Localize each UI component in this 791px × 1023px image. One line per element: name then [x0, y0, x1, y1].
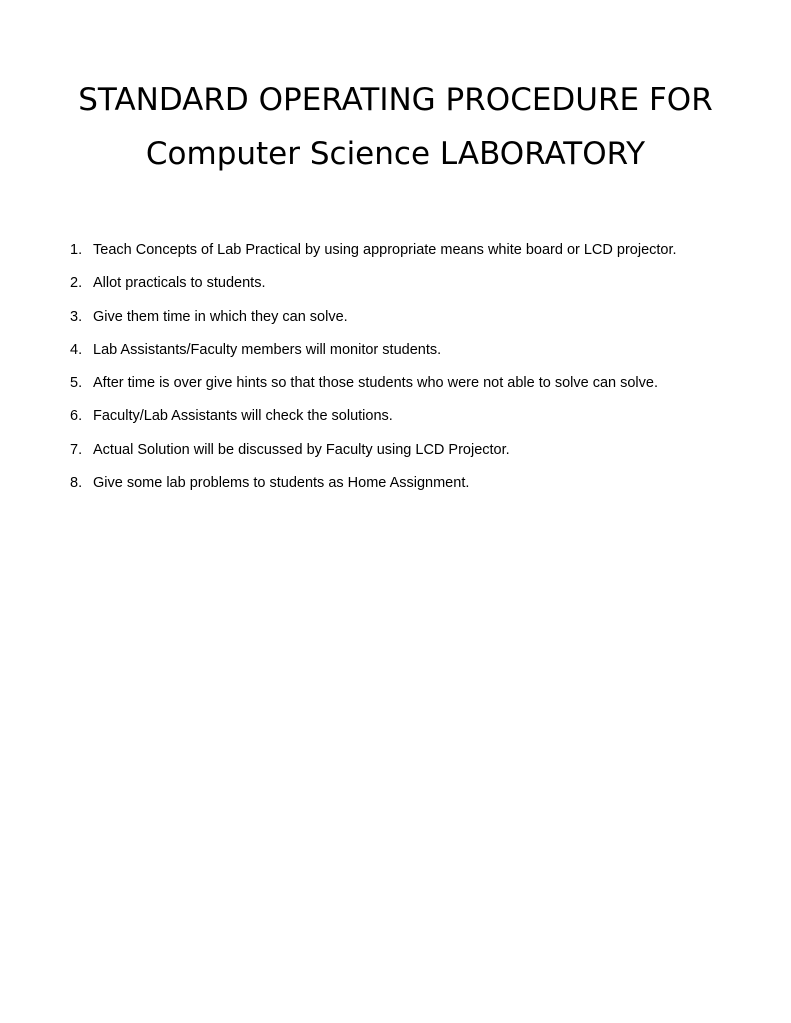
step-text: Actual Solution will be discussed by Faculty using LCD Projector.	[93, 441, 510, 458]
procedure-step-2	[70, 273, 770, 306]
step-number: 2.	[70, 275, 83, 292]
title-line-2: Computer Science LABORATORY	[145, 136, 646, 172]
step-number: 3.	[70, 308, 83, 325]
step-number: 7.	[70, 441, 83, 458]
step-number: 5.	[70, 375, 83, 392]
procedure-step-6	[70, 406, 770, 439]
step-number: 1.	[70, 242, 83, 258]
step-number: 6.	[70, 408, 83, 425]
title-line-1: STANDARD OPERATING PROCEDURE FOR	[78, 82, 713, 118]
procedure-step-3	[70, 307, 770, 340]
procedure-step-5	[70, 373, 770, 406]
procedure-steps-list	[70, 240, 770, 506]
step-text: Lab Assistants/Faculty members will monitor students.	[93, 341, 442, 358]
procedure-step-4	[70, 340, 770, 373]
step-number: 8.	[70, 475, 83, 492]
step-number: 4.	[70, 341, 83, 358]
step-text: Allot practicals to students.	[93, 275, 266, 292]
procedure-step-7	[70, 440, 770, 473]
step-text: Give them time in which they can solve.	[93, 308, 348, 325]
step-text: Teach Concepts of Lab Practical by using appropriate means white board or LCD projector.	[93, 242, 677, 258]
step-text: After time is over give hints so that those students who were not able to solve can solve.	[93, 375, 658, 392]
document-title	[0, 73, 791, 181]
procedure-step-1	[70, 240, 770, 273]
step-text: Faculty/Lab Assistants will check the solutions.	[93, 408, 393, 425]
step-text: Give some lab problems to students as Home Assignment.	[93, 475, 470, 492]
procedure-step-8	[70, 473, 770, 506]
